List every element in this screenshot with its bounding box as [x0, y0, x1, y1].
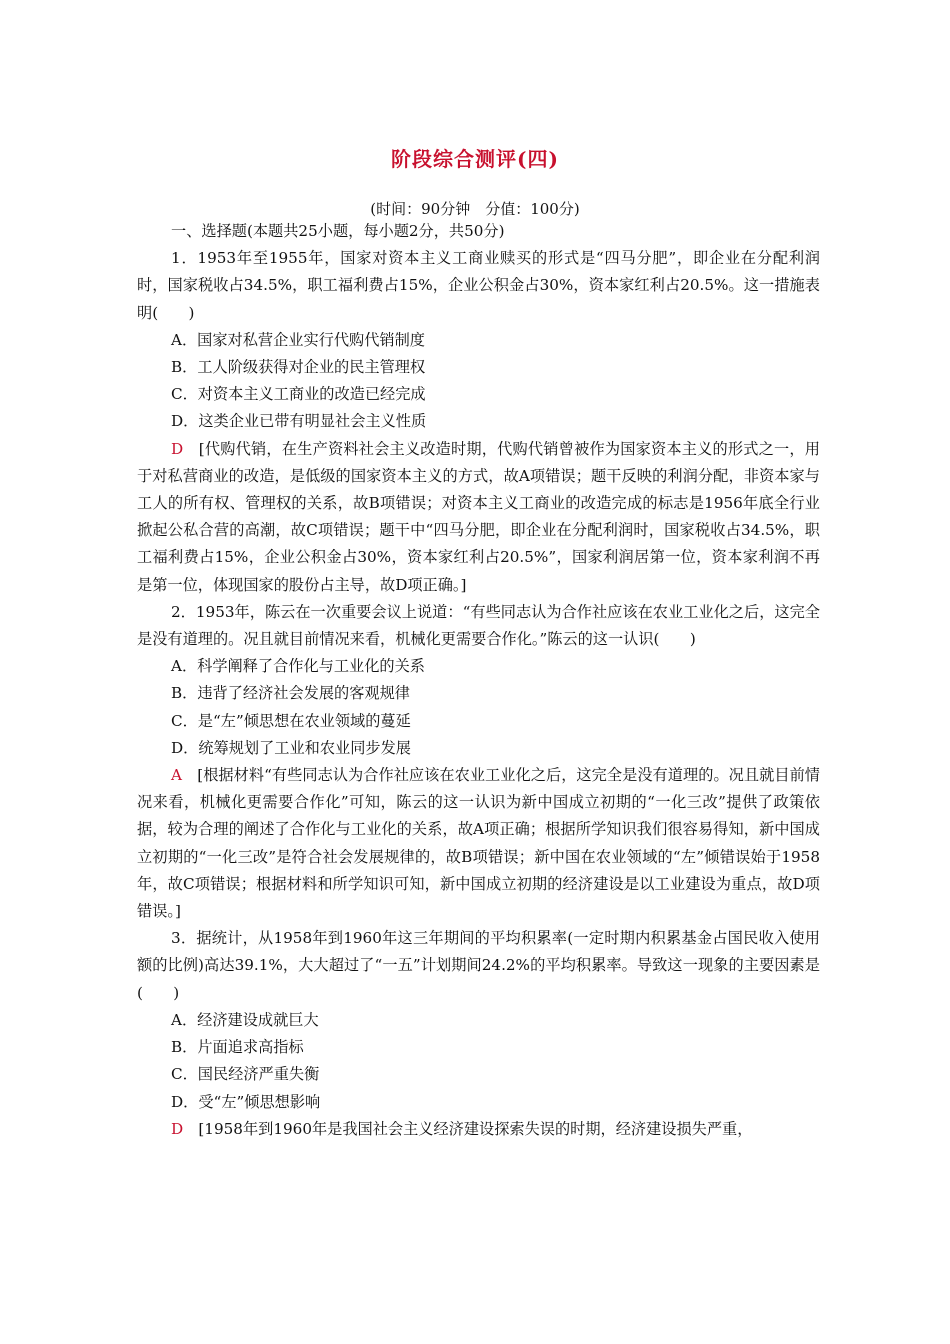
option: B．片面追求高指标 [171, 1038, 304, 1057]
option: A．经济建设成就巨大 [171, 1010, 319, 1029]
option: C．国民经济严重失衡 [171, 1065, 320, 1084]
answer-explanation [137, 1116, 820, 1143]
answer-explanation [137, 762, 820, 925]
option: A．科学阐释了合作化与工业化的关系 [171, 657, 425, 676]
answer-key: A [171, 766, 182, 785]
option: A．国家对私营企业实行代购代销制度 [171, 330, 425, 349]
question-stem: 2．1953年，陈云在一次重要会议上说道：“有些同志认为合作社应该在农业工业化之后，这完全是没有道理的。况且就目前情况来看，机械化更需要合作化。”陈云的这一认识( ) [137, 602, 820, 649]
explanation-text: [代购代销，在生产资料社会主义改造时期，代购代销曾被作为国家资本主义的形式之一，用于对私营商业的改造，是低级的国家资本主义的方式，故A项错误；题干反映的利润分配，非资本家与工人的所有权、管理权的关系，故B项错误；对资本主义工商业的改造完成的标志是1956年底全行业掀起公私合营的高潮，故C项错误；题干中“四马分肥，即企业在分配利润时，国家税收占34.5%，职工福利费占15%，企业公积金占30%，资本家红利占20.5%”，国家利润居第一位，资本家利润不再是第一位，体现国家的股份占主导，故D项正确。] [137, 439, 820, 594]
option: C．是“左”倾思想在农业领域的蔓延 [171, 711, 411, 730]
explanation-text: [1958年到1960年是我国社会主义经济建设探索失误的时期，经济建设损失严重， [198, 1119, 753, 1138]
exam-meta: (时间：90分钟 分值：100分) [370, 200, 580, 218]
answer-key: D [171, 1119, 184, 1138]
question-stem: 1．1953年至1955年，国家对资本主义工商业赎买的形式是“四马分肥”，即企业在分配利润时，国家税收占34.5%，职工福利费占15%，企业公积金占30%，资本家红利占20.5%。这一措施表明( ) [137, 249, 820, 322]
section-heading: 一、选择题(本题共25小题，每小题2分，共50分) [171, 222, 505, 240]
answer-explanation [137, 436, 820, 599]
option: D．这类企业已带有明显社会主义性质 [171, 412, 427, 431]
option: D．受“左”倾思想影响 [171, 1092, 321, 1111]
page-title: 阶段综合测评(四) [391, 147, 559, 171]
document-body [137, 218, 820, 1143]
option: B．工人阶级获得对企业的民主管理权 [171, 358, 426, 377]
option: B．违背了经济社会发展的客观规律 [171, 684, 410, 703]
question-stem: 3．据统计，从1958年到1960年这三年期间的平均积累率(一定时期内积累基金占国民收入使用额的比例)高达39.1%，大大超过了“一五”计划期间24.2%的平均积累率。导致这一现象的主要因素是( ) [137, 929, 820, 1002]
option: D．统筹规划了工业和农业同步发展 [171, 738, 411, 757]
option: C．对资本主义工商业的改造已经完成 [171, 385, 426, 404]
explanation-text: [根据材料“有些同志认为合作社应该在农业工业化之后，这完全是没有道理的。况且就目前情况来看，机械化更需要合作化”可知，陈云的这一认识为新中国成立初期的“一化三改”提供了政策依据，较为合理的阐述了合作化与工业化的关系，故A项正确；根据所学知识我们很容易得知，新中国成立初期的“一化三改”是符合社会发展规律的，故B项错误；新中国在农业领域的“左”倾错误始于1958年，故C项错误；根据材料和所学知识可知，新中国成立初期的经济建设是以工业建设为重点，故D项错误。] [137, 766, 820, 921]
answer-key: D [171, 439, 184, 458]
